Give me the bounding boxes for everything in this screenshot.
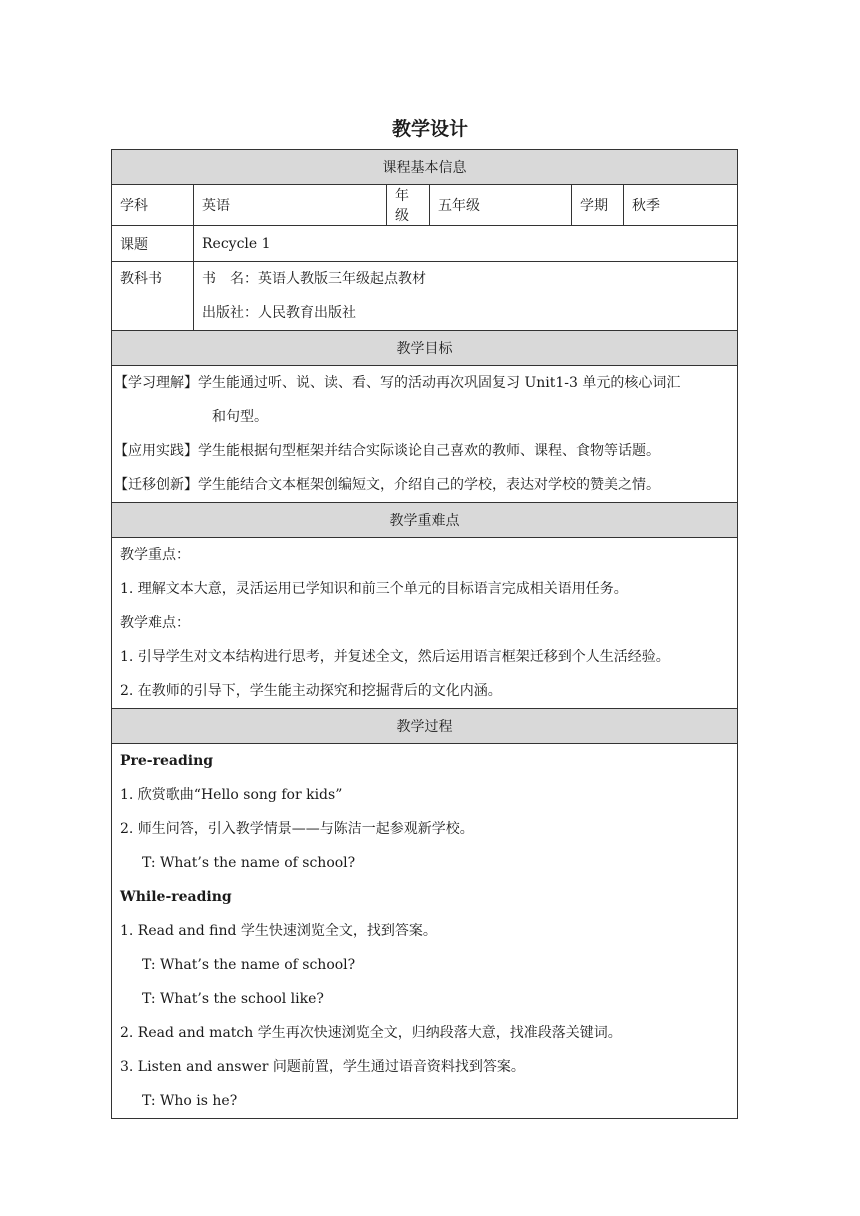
goal-text: 学生能通过听、说、读、看、写的活动再次巩固复习 Unit1-3 单元的核心词汇	[198, 375, 681, 391]
section-process: 教学过程	[112, 709, 738, 744]
textbook-label: 教科书	[120, 271, 162, 287]
goal-label: 【迁移创新】	[114, 477, 198, 493]
topic-label: 课题	[112, 226, 194, 262]
difficult-label: 教学难点：	[120, 615, 190, 631]
goal-item	[114, 366, 729, 400]
term-value: 秋季	[624, 185, 738, 226]
focus-label: 教学重点：	[120, 547, 190, 563]
teacher-question: T: What’s the name of school?	[142, 957, 356, 973]
difficult-item: 2. 在教师的引导下，学生能主动探究和挖掘背后的文化内涵。	[120, 683, 502, 699]
process-step: 1. Read and find 学生快速浏览全文，找到答案。	[120, 923, 437, 939]
process-step: 2. Read and match 学生再次快速浏览全文，归纳段落大意，找准段落关键词。	[120, 1025, 622, 1041]
goal-text: 学生能结合文本框架创编短文，介绍自己的学校，表达对学校的赞美之情。	[198, 477, 660, 493]
publisher: 出版社：人民教育出版社	[202, 305, 356, 321]
page-title: 教学设计	[391, 118, 468, 140]
goal-item	[114, 468, 729, 502]
goal-label: 【应用实践】	[114, 443, 198, 459]
difficult-item: 1. 引导学生对文本结构进行思考，并复述全文，然后运用语言框架迁移到个人生活经验。	[120, 649, 670, 665]
section-keypoints: 教学重难点	[112, 503, 738, 538]
keypoints-cell	[112, 538, 738, 709]
section-basic-info: 课程基本信息	[112, 150, 738, 185]
teacher-question: T: What’s the name of school?	[142, 855, 356, 871]
teacher-question: T: Who is he?	[142, 1093, 238, 1109]
goal-label: 【学习理解】	[114, 375, 198, 391]
grade-label: 年级	[387, 185, 430, 226]
subject-value: 英语	[194, 185, 387, 226]
goal-item	[114, 434, 729, 468]
goal-text: 学生能根据句型框架并结合实际谈论自己喜欢的教师、课程、食物等话题。	[198, 443, 660, 459]
section-goals: 教学目标	[112, 331, 738, 366]
pre-reading-heading: Pre-reading	[120, 753, 214, 769]
process-step: 3. Listen and answer 问题前置，学生通过语音资料找到答案。	[120, 1059, 525, 1075]
goal-text-continued: 和句型。	[212, 409, 268, 425]
process-step: 1. 欣赏歌曲“Hello song for kids”	[120, 787, 343, 803]
while-reading-heading: While-reading	[120, 889, 232, 905]
subject-label: 学科	[112, 185, 194, 226]
term-label: 学期	[572, 185, 624, 226]
process-step: 2. 师生问答，引入教学情景——与陈洁一起参观新学校。	[120, 821, 474, 837]
topic-value: Recycle 1	[194, 226, 738, 262]
lesson-plan-table	[111, 149, 738, 1119]
grade-value: 五年级	[430, 185, 572, 226]
goals-cell	[112, 366, 738, 503]
process-cell	[112, 744, 738, 1119]
teacher-question: T: What’s the school like?	[142, 991, 324, 1007]
focus-item: 1. 理解文本大意，灵活运用已学知识和前三个单元的目标语言完成相关语用任务。	[120, 581, 628, 597]
book-name: 书 名：英语人教版三年级起点教材	[202, 271, 426, 287]
